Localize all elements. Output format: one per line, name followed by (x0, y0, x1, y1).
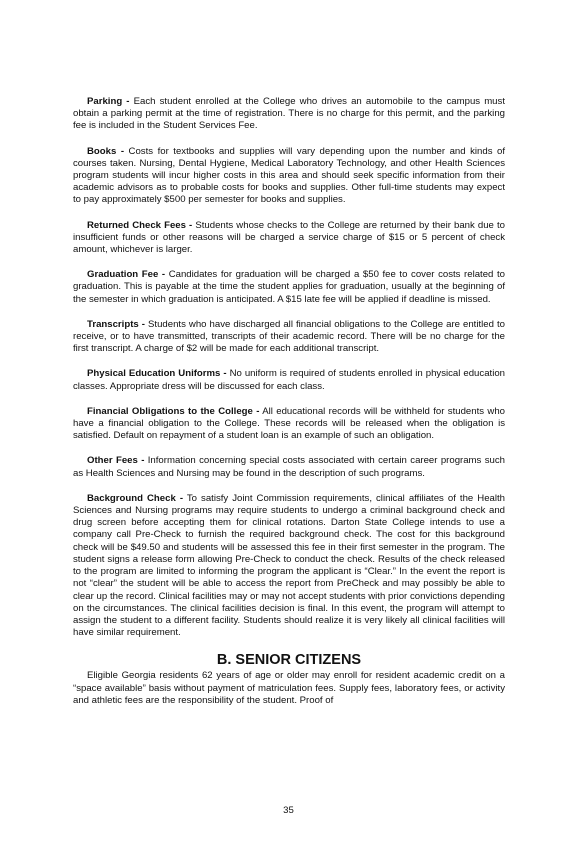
section-heading: B. SENIOR CITIZENS (216, 652, 362, 669)
paragraph-parking (73, 96, 505, 133)
term-financial-obligations: Financial Obligations to the College - (87, 405, 260, 417)
text-other-fees: Information concerning special costs associated with certain career programs such as Health Sciences and Nursing may be found in the description of such programs. (73, 455, 505, 479)
document-page (73, 96, 505, 707)
text-books: Costs for textbooks and supplies will vary depending upon the number and kinds of courses taken. Nursing, Dental Hygiene, Medical Laboratory Technology, and other Health Sciences program students will incur higher costs in this area and should seek specific information from their academic advisors as to probable costs for books and supplies. Other full-time students may expect to pay approximately $500 per semester for books and supplies. (73, 145, 506, 206)
text-parking: Each student enrolled at the College who drives an automobile to the campus must obtain a parking permit at the time of registration. There is no charge for this permit, and the parking fee is included in the Student Services Fee. (73, 96, 505, 132)
term-pe-uniforms: Physical Education Uniforms - (87, 368, 227, 380)
term-books: Books - (87, 145, 125, 157)
paragraph-returned-check-fees (73, 220, 505, 257)
paragraph-other-fees (73, 455, 505, 479)
text-graduation-fee: Candidates for graduation will be charged a $50 fee to cover costs related to graduation. This is payable at the time the student applies for graduation, usually at the beginning of the semester in which graduation is anticipated. A $15 late fee will be applied if deadline is missed. (73, 269, 505, 305)
text-pe-uniforms: No uniform is required of students enrolled in physical education classes. Appropriate dress will be discussed for each class. (73, 368, 505, 392)
paragraph-graduation-fee (73, 269, 505, 306)
text-financial-obligations: All educational records will be withheld for students who have a financial obligation to the College. These records will be released when the obligation is satisfied. Default on repayment of a student loan is an example of such an obligation. (73, 405, 505, 442)
term-returned-check-fees: Returned Check Fees - (87, 219, 193, 231)
page-number: 35 (283, 805, 294, 816)
paragraph-financial-obligations (73, 406, 505, 443)
term-other-fees: Other Fees - (87, 455, 145, 467)
section-paragraph: Eligible Georgia residents 62 years of age or older may enroll for resident academic credit on a “space available” basis without payment of matriculation fees. Supply fees, laboratory fees, or activity and athletic fees are the responsibility of the student. Proof of (73, 670, 505, 706)
term-parking: Parking - (87, 96, 130, 107)
paragraph-transcripts (73, 319, 505, 356)
paragraph-pe-uniforms (73, 368, 505, 392)
text-background-check: To satisfy Joint Commission requirements, clinical affiliates of the Health Sciences and Nursing programs may require students to undergo a criminal background check and drug screen before accepting them for clinical rotations. Darton State College intends to use a company call Pre-Check to furnish the required background check. The cost for this background check will be $49.50 and students will be assessed this fee in their first semester in the program. The student signs a release form allowing Pre-Check to conduct the check. Results of the check released to the program are limited to informing the program the applicant is “Clear.” In the event the report is not “clear” the student will be able to access the report from PreCheck and may possibly be able to clear up the record. Clinical facilities may or may not accept students with prior convictions depending on the circumstances. The clinical facilities decision is final. In this event, the program will attempt to assign the student to a different facility. Students should realize it is very likely all clinical facilities will have similar requirement. (73, 492, 505, 639)
term-background-check: Background Check - (87, 492, 184, 504)
paragraph-background-check (73, 493, 505, 639)
text-returned-check-fees: Students whose checks to the College are returned by their bank due to insufficient funds or other reasons will be charged a service charge of $15 or 5 percent of check amount, whichever is larger. (73, 219, 505, 256)
paragraph-books (73, 146, 505, 207)
text-transcripts: Students who have discharged all financial obligations to the College are entitled to receive, or to have transmitted, transcripts of their academic record. There will be no charge for the first transcript. A charge of $2 will be made for each additional transcript. (73, 318, 505, 355)
term-graduation-fee: Graduation Fee - (87, 269, 166, 281)
term-transcripts: Transcripts - (87, 318, 145, 330)
